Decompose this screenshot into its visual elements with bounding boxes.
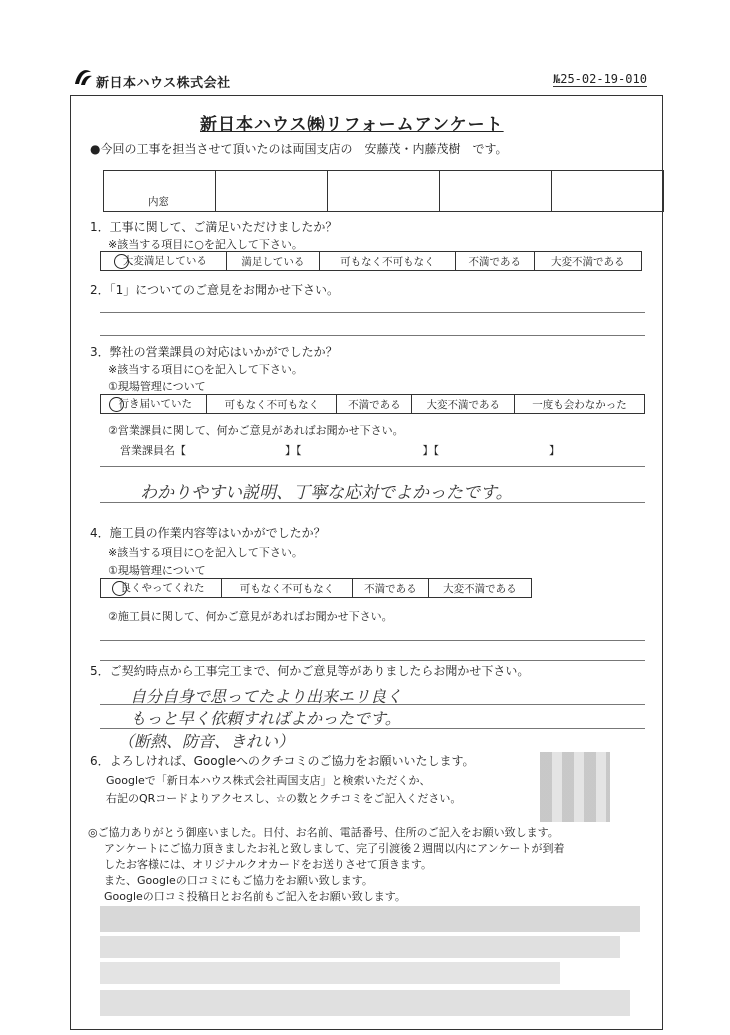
answer-line — [100, 502, 645, 503]
q4-question: 4．施工員の作業内容等はいかがでしたか？ — [90, 526, 326, 540]
q3-options — [100, 394, 645, 414]
footer-line-4: また、Googleの口コミにもご協力をお願い致します。 — [104, 874, 373, 887]
answer-line — [100, 640, 645, 641]
footer-line-2: アンケートにご協力頂きましたお礼と致しまして、完了引渡後２週間以内にアンケートが到着 — [104, 842, 565, 855]
footer-line-1: ◎ご協力ありがとう御座いました。日付、お名前、電話番号、住所のご記入をお願い致します。 — [88, 826, 559, 839]
answer-line — [100, 335, 645, 336]
q6-line-2: Googleで「新日本ハウス株式会社両国支店」と検索いただくか、 — [106, 774, 431, 787]
q3-sub2: ②営業課員に関して、何かご意見があればお聞かせ下さい。 — [108, 424, 404, 437]
document-number: №25-02-19-010 — [553, 72, 647, 86]
q4-option-2[interactable]: 可もなく不可もなく — [222, 579, 353, 598]
q3-option-1[interactable]: 行き届いていた — [101, 395, 207, 414]
q3-option-3[interactable]: 不満である — [337, 395, 412, 414]
q3-option-4[interactable]: 大変不満である — [412, 395, 515, 414]
redacted-personal-info — [100, 936, 620, 958]
q3-question: 3．弊社の営業課員の対応はいかがでしたか？ — [90, 345, 338, 359]
q4-sub1: ①現場管理について — [108, 564, 206, 577]
q4-note: ※該当する項目に○を記入して下さい。 — [108, 546, 303, 559]
staff-name-field[interactable]: 営業課員名【 】【 】【 】 — [120, 444, 560, 457]
qr-code-icon[interactable] — [540, 752, 610, 822]
staff-name-table — [103, 170, 664, 212]
name-cell-5 — [552, 171, 664, 212]
q3-handwritten-answer: わかりやすい説明、丁寧な応対でよかったです。 — [140, 483, 513, 503]
redacted-personal-info — [100, 962, 560, 984]
redacted-personal-info — [100, 906, 640, 932]
answer-line — [100, 466, 645, 467]
selected-circle-mark — [114, 254, 129, 269]
footer-line-3: したお客様には、オリジナルクオカードをお送りさせて頂きます。 — [104, 858, 433, 871]
q4-option-3[interactable]: 不満である — [353, 579, 429, 598]
name-cell-3 — [328, 171, 440, 212]
answer-line — [100, 704, 645, 705]
q3-option-5[interactable]: 一度も会わなかった — [515, 395, 645, 414]
q6-line-1: 6．よろしければ、Googleへのクチコミのご協力をお願いいたします。 — [90, 754, 475, 768]
q5-handwritten-line-3: （断熱、防音、きれい） — [118, 732, 295, 751]
q2-question: 2．「1」についてのご意見をお聞かせ下さい。 — [90, 283, 340, 297]
name-cell-4 — [440, 171, 552, 212]
name-cell-label: 内窓 — [148, 196, 169, 208]
q5-question: 5．ご契約時点から工事完工まで、何かご意見等がありましたらお聞かせ下さい。 — [90, 664, 530, 678]
name-cell-1 — [104, 171, 216, 212]
q1-option-1[interactable]: 大変満足している — [101, 252, 227, 271]
q4-options — [100, 578, 532, 598]
q5-handwritten-line-2: もっと早く依頼すればよかったです。 — [130, 709, 401, 728]
company-logo-icon — [72, 66, 94, 88]
q1-note: ※該当する項目に○を記入して下さい。 — [108, 238, 303, 251]
q1-option-4[interactable]: 不満である — [455, 252, 534, 271]
name-cell-2 — [216, 171, 328, 212]
selected-circle-mark — [112, 581, 127, 596]
q1-options — [100, 251, 642, 271]
company-name: 新日本ハウス株式会社 — [96, 76, 231, 91]
q6-line-3: 右記のQRコードよりアクセスし、☆の数とクチコミをご記入ください。 — [106, 792, 462, 805]
q5-handwritten-line-1: 自分自身で思ってたより出来エリ良く — [130, 687, 403, 706]
redacted-personal-info — [100, 990, 630, 1016]
intro-text: ●今回の工事を担当させて頂いたのは両国支店の 安藤茂・内藤茂樹 です。 — [90, 142, 508, 156]
q4-option-4[interactable]: 大変不満である — [428, 579, 531, 598]
answer-line — [100, 660, 645, 661]
q3-option-2[interactable]: 可もなく不可もなく — [207, 395, 337, 414]
q3-note: ※該当する項目に○を記入して下さい。 — [108, 363, 303, 376]
footer-line-5: Googleの口コミ投稿日とお名前もご記入をお願い致します。 — [104, 890, 406, 903]
q1-option-3[interactable]: 可もなく不可もなく — [319, 252, 455, 271]
q1-question: 1．工事に関して、ご満足いただけましたか？ — [90, 220, 338, 234]
answer-line — [100, 312, 645, 313]
q3-sub1: ①現場管理について — [108, 380, 206, 393]
q4-option-1[interactable]: 良くやってくれた — [101, 579, 222, 598]
q1-option-2[interactable]: 満足している — [226, 252, 319, 271]
survey-title: 新日本ハウス㈱リフォームアンケート — [200, 115, 504, 135]
q1-option-5[interactable]: 大変不満である — [534, 252, 641, 271]
q4-sub2: ②施工員に関して、何かご意見があればお聞かせ下さい。 — [108, 610, 393, 623]
